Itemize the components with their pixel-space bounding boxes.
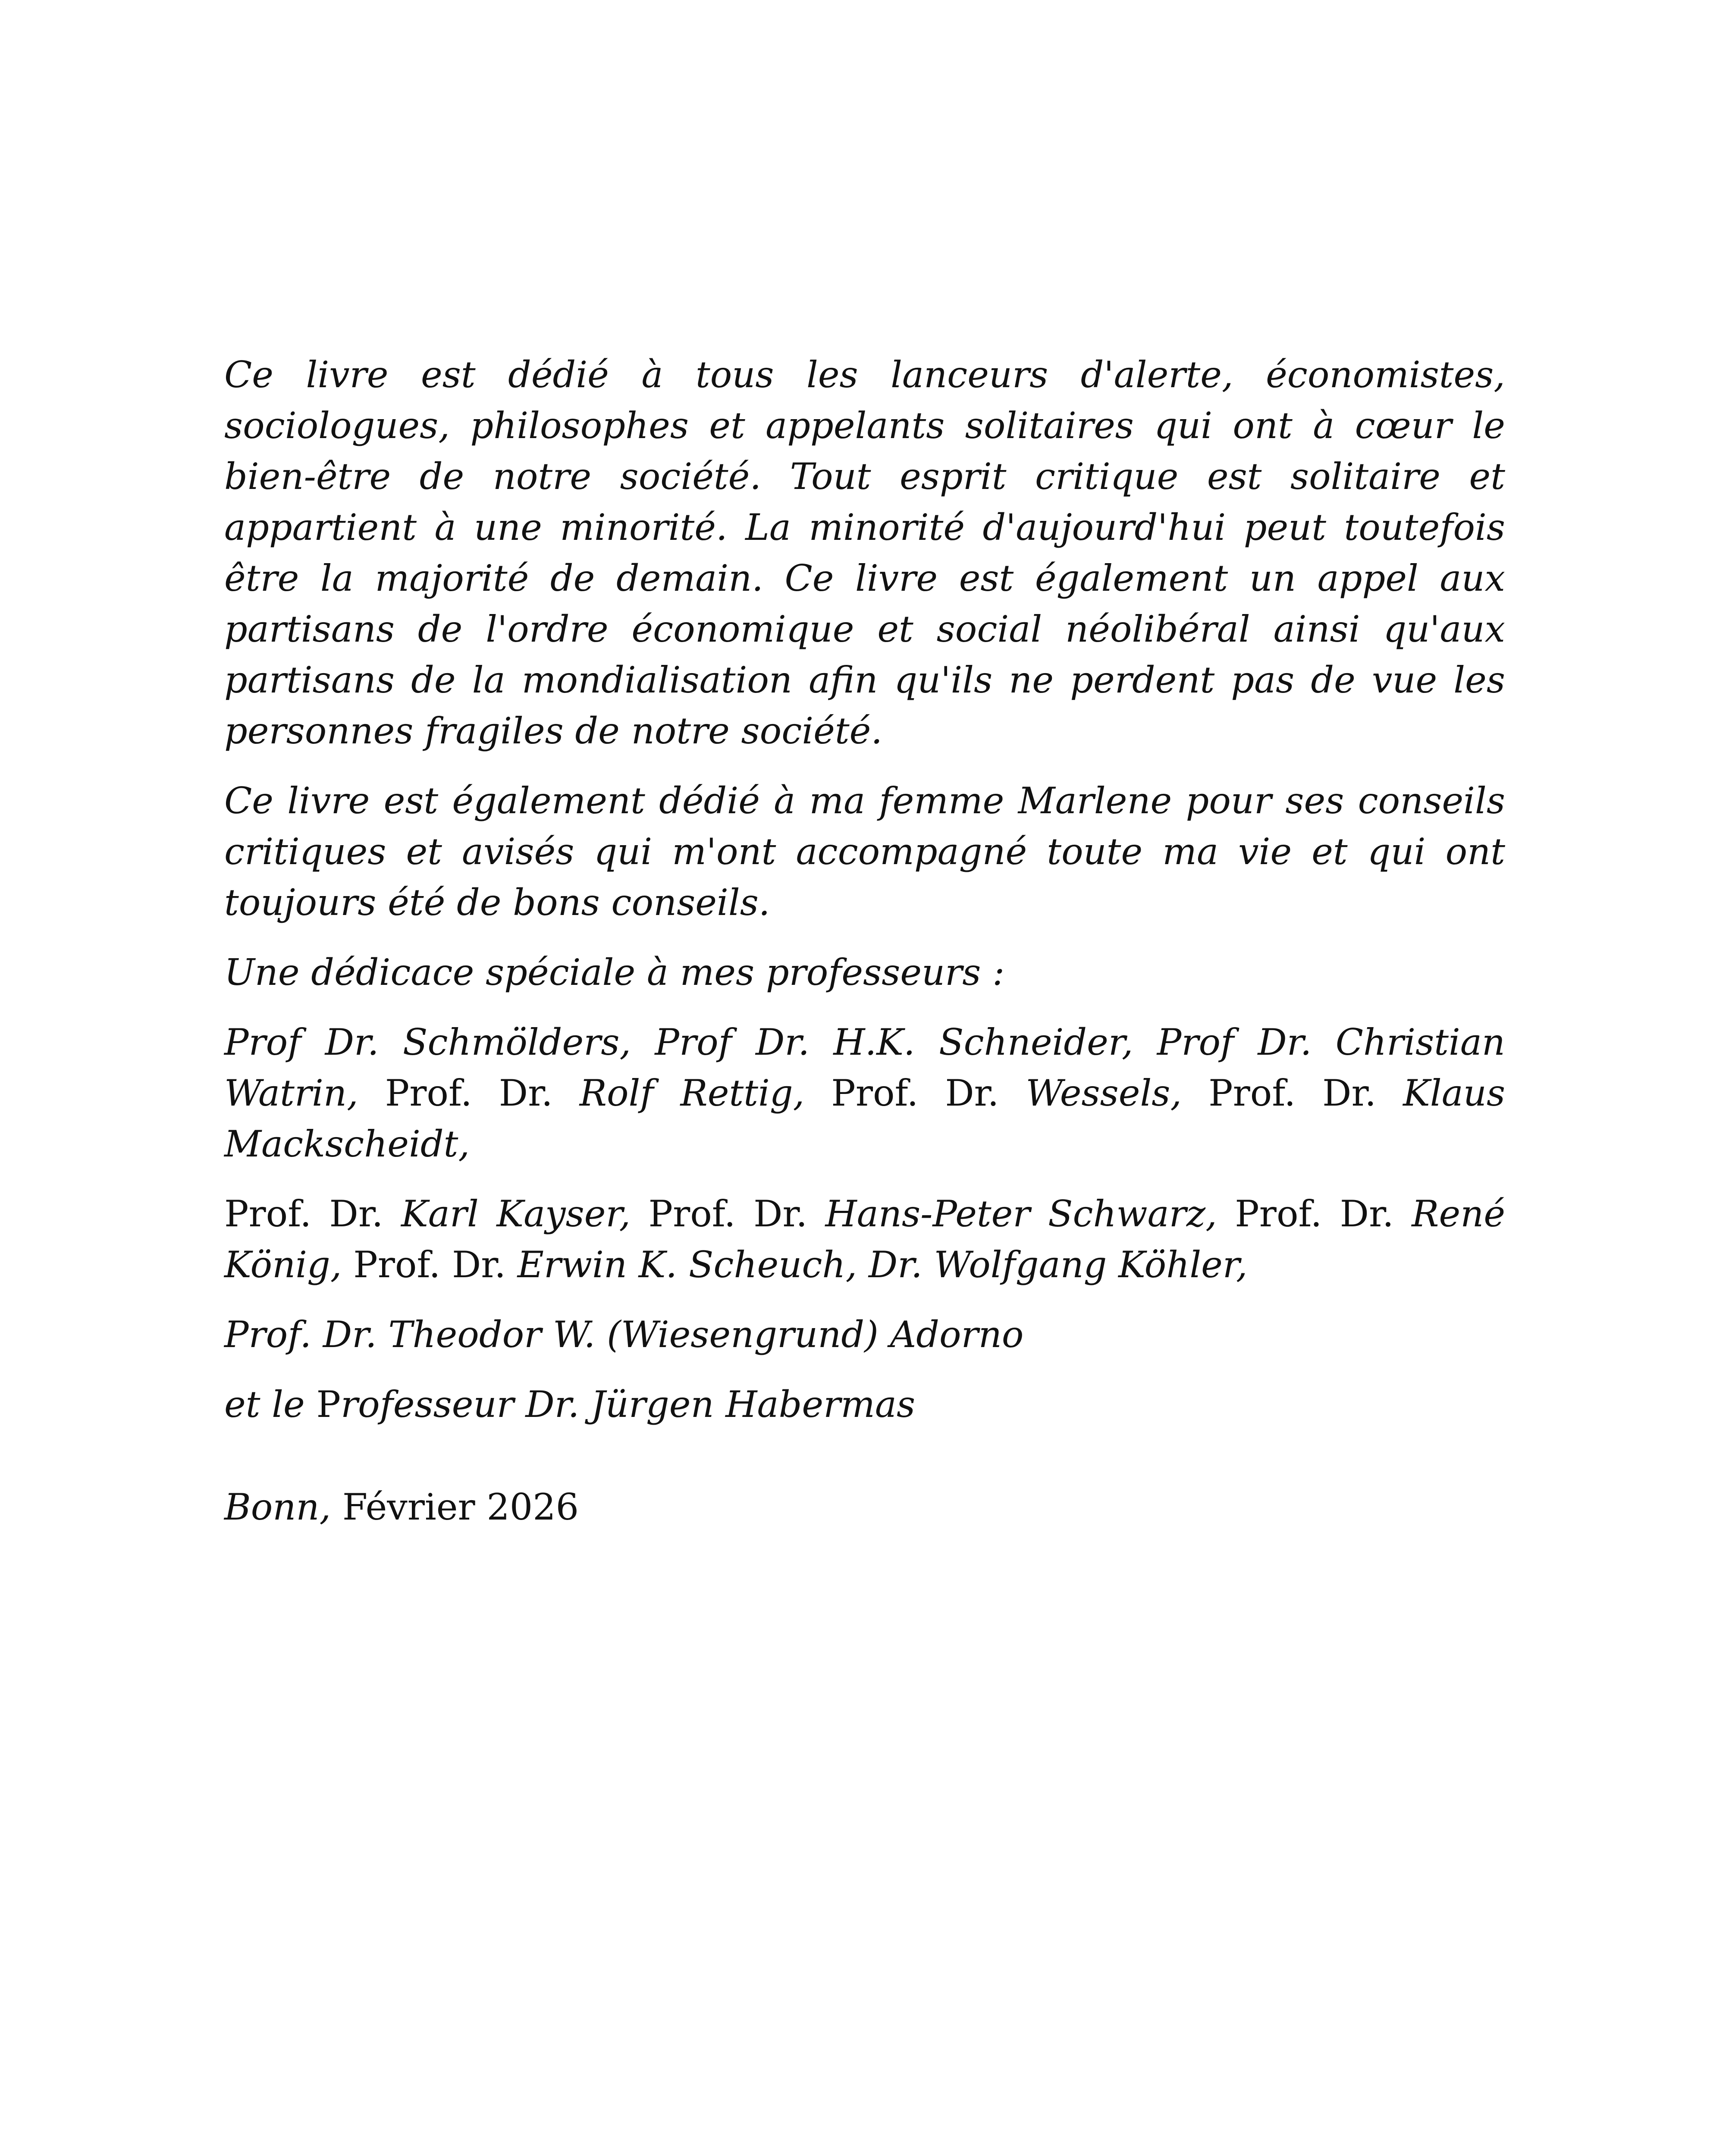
professor-wessels: Wessels, xyxy=(1026,1072,1182,1114)
professors-paragraph-2 xyxy=(224,1188,1505,1290)
professors-line-1: Prof Dr. Schmölders, Prof Dr. H.K. Schneider, Prof Dr. Christian Watrin, xyxy=(224,1021,1505,1114)
title-prof-dr: Prof. Dr. xyxy=(385,1072,553,1114)
habermas-name: rofesseur Dr. Jürgen Habermas xyxy=(340,1383,916,1426)
habermas-prefix: et le xyxy=(224,1383,305,1426)
title-prof-dr: Prof. Dr. xyxy=(353,1244,506,1286)
professor-rettig: Rolf Rettig, xyxy=(579,1072,805,1114)
dedication-paragraph-2: Ce livre est également dédié à ma femme Marlene pour ses conseils critiques et avisés qui m'ont accompagné toute ma vie et qui ont toujours été de bons conseils. xyxy=(224,780,1505,924)
professors-paragraph-1 xyxy=(224,1017,1505,1169)
signature-date: Février 2026 xyxy=(342,1486,579,1528)
dedication-paragraph-1: Ce livre est dédié à tous les lanceurs d'alerte, économistes, sociologues, philosophes et appelants solitaires qui ont à cœur le bien-être de notre société. Tout esprit critique est solitaire et appartient à une minorité. La minorité d'aujourd'hui peut toutefois être la majorité de demain. Ce livre est également un appel aux partisans de l'ordre économique et social néolibéral ainsi qu'aux partisans de la mondialisation afin qu'ils ne perdent pas de vue les personnes fragiles de notre société. xyxy=(224,354,1505,752)
title-prof-dr: Prof. Dr. xyxy=(648,1193,808,1235)
professor-adorno: Prof. Dr. Theodor W. (Wiesengrund) Adorno xyxy=(224,1313,1024,1356)
title-prof-dr: Prof. Dr. xyxy=(831,1072,999,1114)
title-prof-dr: Prof. Dr. xyxy=(224,1193,383,1235)
signature-place: Bonn, xyxy=(224,1486,331,1528)
special-dedication-intro: Une dédicace spéciale à mes professeurs : xyxy=(224,951,1005,993)
title-prof-dr: Prof. Dr. xyxy=(1235,1193,1394,1235)
professor-schwarz: Hans-Peter Schwarz, xyxy=(825,1193,1217,1235)
professor-habermas xyxy=(224,1379,1505,1430)
professor-kayser: Karl Kayser, xyxy=(401,1193,631,1235)
professor-scheuch-koehler: Erwin K. Scheuch, Dr. Wolfgang Köhler, xyxy=(517,1244,1248,1286)
dedication-text xyxy=(224,349,1505,1551)
habermas-initial: P xyxy=(316,1383,341,1426)
professor-koenig: René König, xyxy=(224,1193,1506,1286)
professor-mackscheidt: Klaus Mackscheidt, xyxy=(224,1072,1506,1165)
signature-line xyxy=(224,1482,1505,1532)
title-prof-dr: Prof. Dr. xyxy=(1208,1072,1377,1114)
